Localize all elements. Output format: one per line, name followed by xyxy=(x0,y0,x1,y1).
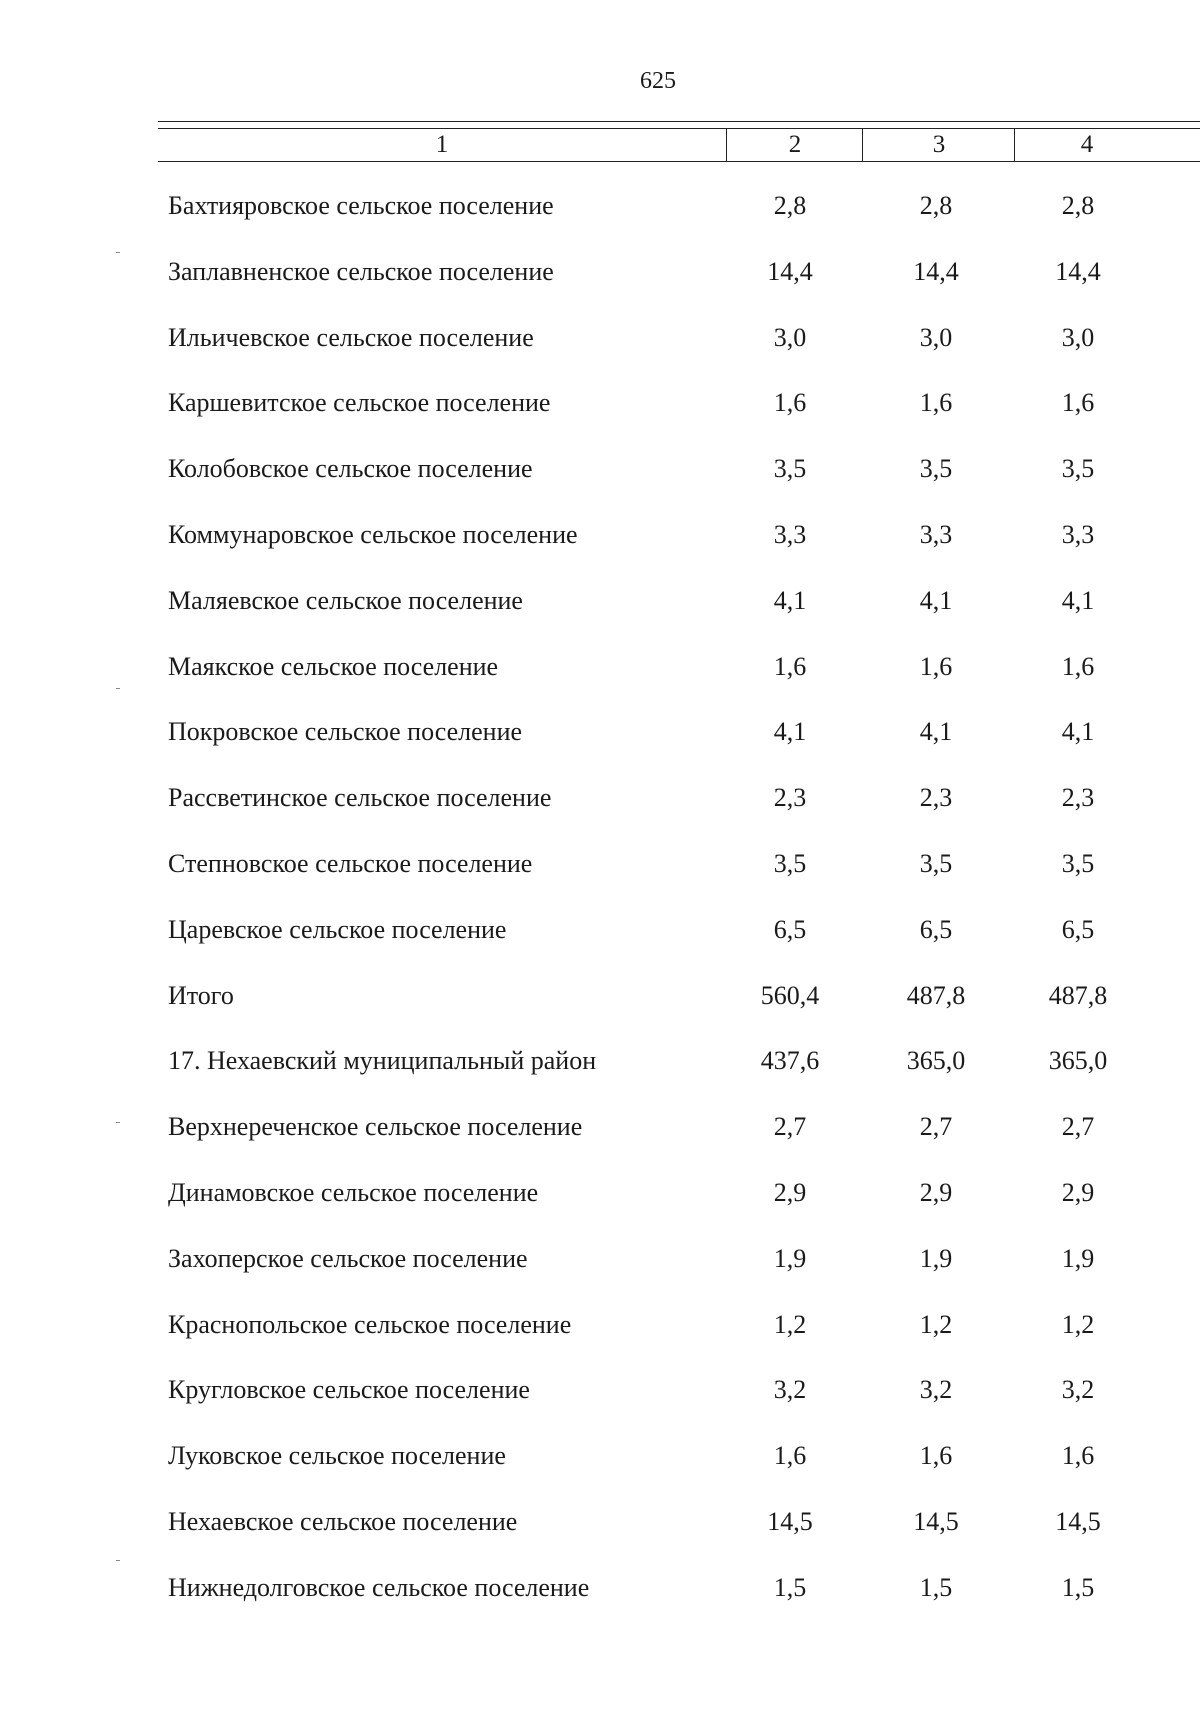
table-row xyxy=(0,1041,1200,1081)
row-value-col2: 4,1 xyxy=(773,717,807,746)
table-row xyxy=(0,1107,1200,1147)
column-header-2: 2 xyxy=(788,131,802,158)
row-value-col4: 2,9 xyxy=(1061,1178,1095,1207)
table-row xyxy=(0,647,1200,687)
row-value-col3: 2,7 xyxy=(919,1112,953,1141)
table-row xyxy=(0,1436,1200,1476)
row-value-col2: 1,2 xyxy=(773,1310,807,1339)
row-name: Колобовское сельское поселение xyxy=(168,454,533,483)
row-value-col4: 1,9 xyxy=(1061,1244,1095,1273)
scan-mark xyxy=(116,688,120,689)
table-row xyxy=(0,1568,1200,1608)
table-row xyxy=(0,778,1200,818)
table-row xyxy=(0,1239,1200,1279)
row-value-col2: 14,4 xyxy=(767,257,813,286)
row-value-col4: 1,2 xyxy=(1061,1310,1095,1339)
column-divider xyxy=(1014,128,1015,161)
row-name: Каршевитское сельское поселение xyxy=(168,388,551,417)
row-name: Краснопольское сельское поселение xyxy=(168,1310,572,1339)
row-value-col4: 6,5 xyxy=(1061,915,1095,944)
table-row xyxy=(0,844,1200,884)
row-value-col3: 2,9 xyxy=(919,1178,953,1207)
row-value-col3: 14,5 xyxy=(913,1507,959,1536)
row-value-col4: 1,6 xyxy=(1061,652,1095,681)
row-name: Заплавненское сельское поселение xyxy=(168,257,554,286)
table-row xyxy=(0,1305,1200,1345)
table-row xyxy=(0,515,1200,555)
row-value-col2: 1,6 xyxy=(773,652,807,681)
row-value-col3: 3,2 xyxy=(919,1375,953,1404)
table-row xyxy=(0,186,1200,226)
row-value-col2: 560,4 xyxy=(760,981,820,1010)
page-number: 625 xyxy=(640,68,676,94)
row-value-col3: 1,9 xyxy=(919,1244,953,1273)
row-value-col3: 1,5 xyxy=(919,1573,953,1602)
row-value-col2: 2,3 xyxy=(773,783,807,812)
row-value-col3: 14,4 xyxy=(913,257,959,286)
table-row xyxy=(0,1502,1200,1542)
column-divider xyxy=(862,128,863,161)
row-name: Царевское сельское поселение xyxy=(168,915,507,944)
row-value-col4: 3,5 xyxy=(1061,849,1095,878)
row-name: Динамовское сельское поселение xyxy=(168,1178,539,1207)
row-value-col3: 3,3 xyxy=(919,520,953,549)
row-value-col2: 2,8 xyxy=(773,191,807,220)
row-value-col3: 6,5 xyxy=(919,915,953,944)
row-name: Коммунаровское сельское поселение xyxy=(168,520,578,549)
row-value-col4: 3,5 xyxy=(1061,454,1095,483)
row-value-col2: 437,6 xyxy=(760,1046,820,1075)
row-name: Рассветинское сельское поселение xyxy=(168,783,552,812)
row-value-col2: 3,5 xyxy=(773,454,807,483)
row-value-col3: 487,8 xyxy=(906,981,966,1010)
column-header-3: 3 xyxy=(932,131,946,158)
scan-mark xyxy=(116,1560,120,1561)
column-header-4: 4 xyxy=(1080,131,1094,158)
row-value-col4: 3,0 xyxy=(1061,323,1095,352)
table-header-bottom-rule xyxy=(158,161,1200,162)
row-name: Нижнедолговское сельское поселение xyxy=(168,1573,590,1602)
row-name: Нехаевское сельское поселение xyxy=(168,1507,518,1536)
row-name: Луковское сельское поселение xyxy=(168,1441,506,1470)
row-value-col3: 365,0 xyxy=(906,1046,966,1075)
table-top-rule xyxy=(158,121,1200,122)
row-value-col4: 1,6 xyxy=(1061,1441,1095,1470)
row-name: Бахтияровское сельское поселение xyxy=(168,191,554,220)
row-name: Покровское сельское поселение xyxy=(168,717,523,746)
row-value-col3: 4,1 xyxy=(919,586,953,615)
row-value-col2: 14,5 xyxy=(767,1507,813,1536)
column-header-1: 1 xyxy=(435,131,449,158)
row-value-col4: 3,2 xyxy=(1061,1375,1095,1404)
table-row xyxy=(0,318,1200,358)
row-value-col2: 4,1 xyxy=(773,586,807,615)
row-name: Верхнереченское сельское поселение xyxy=(168,1112,583,1141)
table-row xyxy=(0,449,1200,489)
table-row xyxy=(0,712,1200,752)
row-value-col3: 1,6 xyxy=(919,1441,953,1470)
row-value-col4: 14,4 xyxy=(1055,257,1101,286)
row-name: Ильичевское сельское поселение xyxy=(168,323,534,352)
row-value-col4: 487,8 xyxy=(1048,981,1108,1010)
row-value-col2: 2,9 xyxy=(773,1178,807,1207)
row-value-col2: 1,6 xyxy=(773,1441,807,1470)
row-value-col4: 4,1 xyxy=(1061,586,1095,615)
row-value-col3: 4,1 xyxy=(919,717,953,746)
row-value-col3: 2,3 xyxy=(919,783,953,812)
row-value-col2: 3,5 xyxy=(773,849,807,878)
row-value-col4: 1,6 xyxy=(1061,388,1095,417)
row-value-col2: 6,5 xyxy=(773,915,807,944)
row-value-col2: 1,5 xyxy=(773,1573,807,1602)
table-row xyxy=(0,1173,1200,1213)
table-row xyxy=(0,581,1200,621)
table-row xyxy=(0,910,1200,950)
row-value-col4: 2,3 xyxy=(1061,783,1095,812)
row-value-col4: 1,5 xyxy=(1061,1573,1095,1602)
row-value-col2: 1,9 xyxy=(773,1244,807,1273)
row-value-col3: 1,2 xyxy=(919,1310,953,1339)
row-value-col2: 1,6 xyxy=(773,388,807,417)
row-value-col3: 1,6 xyxy=(919,388,953,417)
row-value-col2: 3,0 xyxy=(773,323,807,352)
row-name: Маляевское сельское поселение xyxy=(168,586,523,615)
row-value-col2: 3,3 xyxy=(773,520,807,549)
table-row xyxy=(0,252,1200,292)
row-value-col3: 3,5 xyxy=(919,454,953,483)
row-name: Итого xyxy=(168,981,234,1010)
row-name: Кругловское сельское поселение xyxy=(168,1375,530,1404)
row-value-col3: 2,8 xyxy=(919,191,953,220)
row-value-col3: 3,5 xyxy=(919,849,953,878)
row-value-col4: 2,8 xyxy=(1061,191,1095,220)
row-name: Степновское сельское поселение xyxy=(168,849,533,878)
table-row xyxy=(0,976,1200,1016)
column-divider xyxy=(726,128,727,161)
row-value-col4: 365,0 xyxy=(1048,1046,1108,1075)
row-value-col4: 3,3 xyxy=(1061,520,1095,549)
row-value-col3: 1,6 xyxy=(919,652,953,681)
row-value-col2: 3,2 xyxy=(773,1375,807,1404)
table-row xyxy=(0,383,1200,423)
row-value-col2: 2,7 xyxy=(773,1112,807,1141)
row-value-col3: 3,0 xyxy=(919,323,953,352)
row-name: 17. Нехаевский муниципальный район xyxy=(168,1046,597,1075)
row-value-col4: 14,5 xyxy=(1055,1507,1101,1536)
row-value-col4: 4,1 xyxy=(1061,717,1095,746)
row-name: Захоперское сельское поселение xyxy=(168,1244,528,1273)
row-value-col4: 2,7 xyxy=(1061,1112,1095,1141)
row-name: Маякское сельское поселение xyxy=(168,652,499,681)
table-row xyxy=(0,1370,1200,1410)
